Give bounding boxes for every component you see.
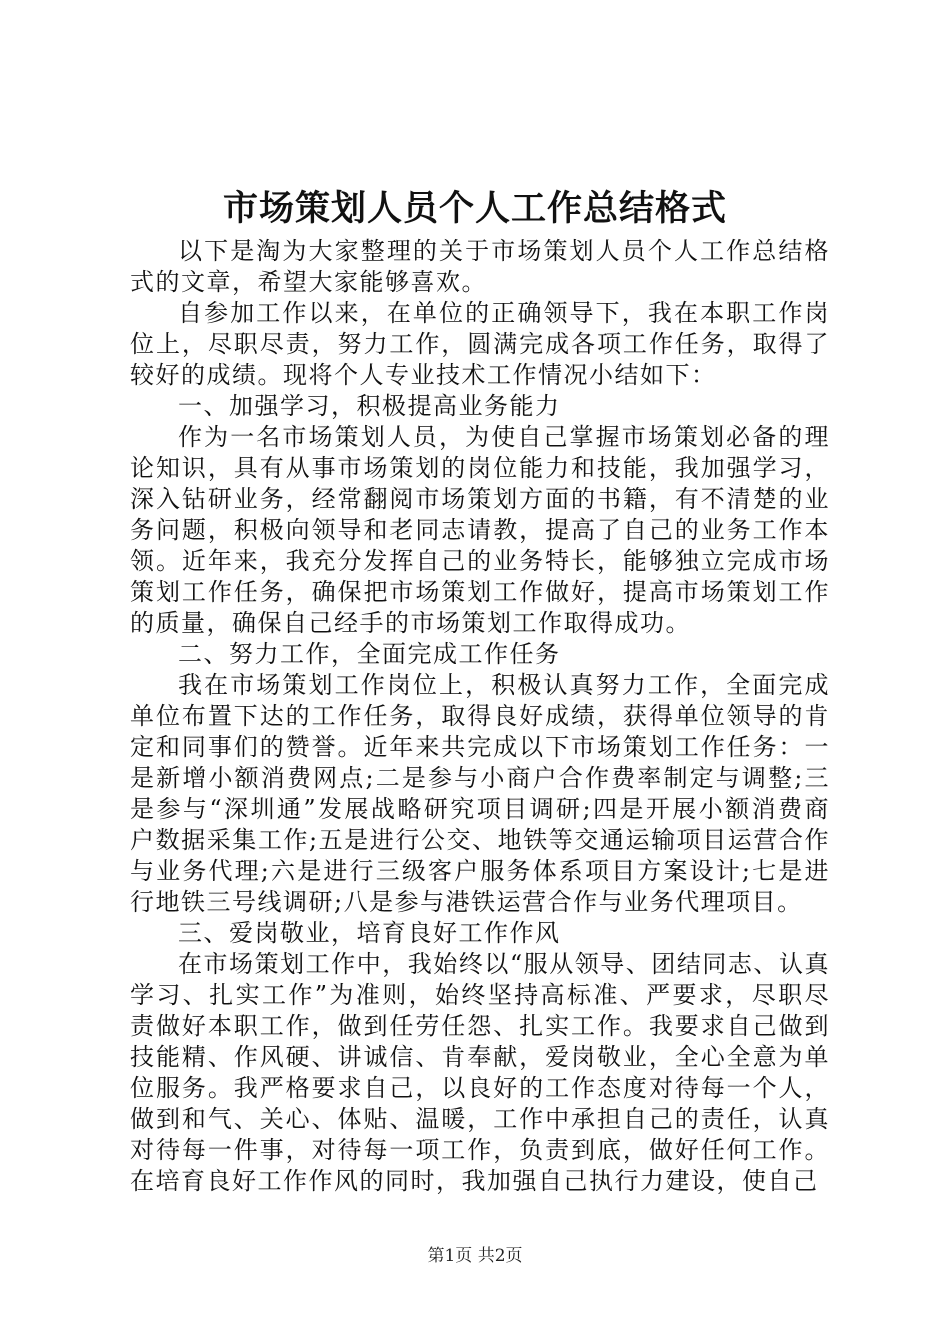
paragraph-section-2: 我在市场策划工作岗位上，积极认真努力工作，全面完成单位布置下达的工作任务，取得良好成绩，获得单位领导的肯定和同事们的赞誉。近年来共完成以下市场策划工作任务：一是新增小额消费网点;二是参与小商户合作费率制定与调整;三是参与“深圳通”发展战略研究项目调研;四是开展小额消费商户数据采集工作;五是进行公交、地铁等交通运输项目运营合作与业务代理;六是进行三级客户服务体系项目方案设计;七是进行地铁三号线调研;八是参与港铁运营合作与业务代理项目。 — [130, 671, 830, 916]
section-heading-1: 一、加强学习，积极提高业务能力 — [178, 392, 561, 420]
paragraph-section-1: 作为一名市场策划人员，为使自己掌握市场策划必备的理论知识，具有从事市场策划的岗位能力和技能，我加强学习，深入钻研业务，经常翻阅市场策划方面的书籍，有不清楚的业务问题，积极向领导和老同志请教，提高了自己的业务工作本领。近年来，我充分发挥自己的业务特长，能够独立完成市场策划工作任务，确保把市场策划工作做好，提高市场策划工作的质量，确保自己经手的市场策划工作取得成功。 — [130, 423, 830, 637]
paragraph-section-3: 在市场策划工作中，我始终以“服从领导、团结同志、认真学习、扎实工作”为准则，始终坚持高标准、严要求，尽职尽责做好本职工作，做到任劳任怨、扎实工作。我要求自己做到技能精、作风硬、讲诚信、肯奉献，爱岗敬业，全心全意为单位服务。我严格要求自己，以良好的工作态度对待每一个人，做到和气、关心、体贴、温暖，工作中承担自己的责任，认真对待每一件事，对待每一项工作，负责到底，做好任何工作。在培育良好工作作风的同时，我加强自己执行力建设，使自己 — [130, 950, 830, 1195]
paragraph-intro: 以下是淘为大家整理的关于市场策划人员个人工作总结格式的文章，希望大家能够喜欢。 — [130, 237, 830, 296]
document-title: 市场策划人员个人工作总结格式 — [222, 188, 727, 229]
section-heading-2: 二、努力工作，全面完成工作任务 — [178, 640, 561, 668]
page-number-footer: 第1页 共2页 — [427, 1246, 523, 1266]
paragraph-overview: 自参加工作以来，在单位的正确领导下，我在本职工作岗位上，尽职尽责，努力工作，圆满完成各项工作任务，取得了较好的成绩。现将个人专业技术工作情况小结如下： — [130, 299, 830, 389]
document-body — [130, 236, 830, 1197]
section-heading-3: 三、爱岗敬业，培育良好工作作风 — [178, 919, 561, 947]
